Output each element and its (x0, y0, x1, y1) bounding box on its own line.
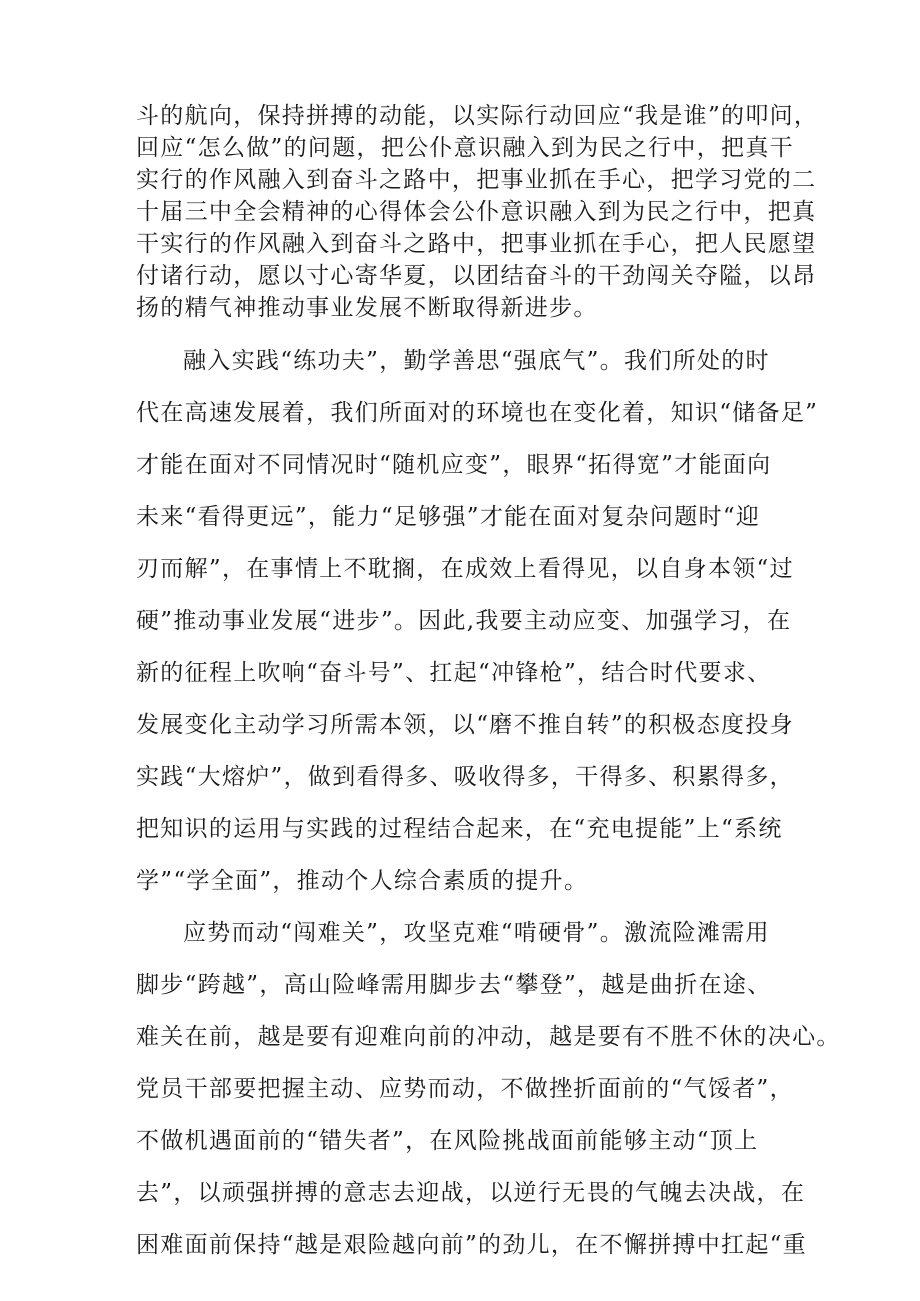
paragraph-line: 难关在前，越是要有迎难向前的冲动，越是要有不胜不休的决心。 (136, 1024, 841, 1050)
paragraph-line: 刃而解”，在事情上不耽搁，在成效上看得见，以自身本领“过 (136, 556, 794, 582)
paragraph-line: 党员干部要把握主动、应势而动，不做挫折面前的“气馁者”， (136, 1076, 794, 1102)
paragraph-line: 去”，以顽强拼搏的意志去迎战，以逆行无畏的气魄去决战，在 (136, 1180, 806, 1206)
paragraph-line: 才能在面对不同情况时“随机应变”，眼界“拓得宽”才能面向 (136, 452, 772, 478)
paragraph-line: 脚步“跨越”，高山险峰需用脚步去“攀登”，越是曲折在途、 (136, 972, 772, 998)
paragraph-line: 新的征程上吹响“奋斗号”、扛起“冲锋枪”，结合时代要求、 (136, 660, 772, 686)
paragraph-line: 融入实践“练功夫”，勤学善思“强底气”。我们所处的时 (183, 348, 770, 374)
paragraph-line: 实行的作风融入到奋斗之路中，把事业抓在手心，把学习党的二 (136, 167, 817, 193)
paragraph-line: 把知识的运用与实践的过程结合起来，在“充电提能”上“系统 (136, 816, 783, 842)
paragraph-line: 应势而动“闯难关”，攻坚克难“啃硬骨”。激流险滩需用 (183, 920, 770, 946)
paragraph-line: 斗的航向，保持拼搏的动能，以实际行动回应“我是谁”的叩问， (136, 103, 819, 129)
paragraph-line: 回应“怎么做”的问题，把公仆意识融入到为民之行中，把真干 (136, 135, 794, 161)
paragraph-line: 发展变化主动学习所需本领，以“磨不推自转”的积极态度投身 (136, 712, 794, 738)
paragraph-line: 扬的精气神推动事业发展不断取得新进步。 (136, 295, 598, 321)
paragraph-line: 硬”推动事业发展“进步”。因此,我要主动应变、加强学习，在 (136, 608, 792, 634)
paragraph-line: 干实行的作风融入到奋斗之路中，把事业抓在手心，把人民愿望 (136, 231, 817, 257)
paragraph-line: 困难面前保持“越是艰险越向前”的劲儿，在不懈拼搏中扛起“重 (136, 1232, 807, 1258)
paragraph-line: 付诸行动，愿以寸心寄华夏，以团结奋斗的干劲闯关夺隘，以昂 (136, 263, 817, 289)
paragraph-line: 学”“学全面”，推动个人综合素质的提升。 (136, 868, 589, 894)
paragraph-line: 不做机遇面前的“错失者”，在风险挑战面前能够主动“顶上 (136, 1128, 759, 1154)
paragraph-line: 未来“看得更远”，能力“足够强”才能在面对复杂问题时“迎 (136, 504, 761, 530)
paragraph-line: 实践“大熔炉”，做到看得多、吸收得多，干得多、积累得多， (136, 764, 794, 790)
paragraph-line: 十届三中全会精神的心得体会公仆意识融入到为民之行中，把真 (136, 199, 817, 225)
paragraph-line: 代在高速发展着，我们所面对的环境也在变化着，知识“储备足” (136, 400, 819, 426)
